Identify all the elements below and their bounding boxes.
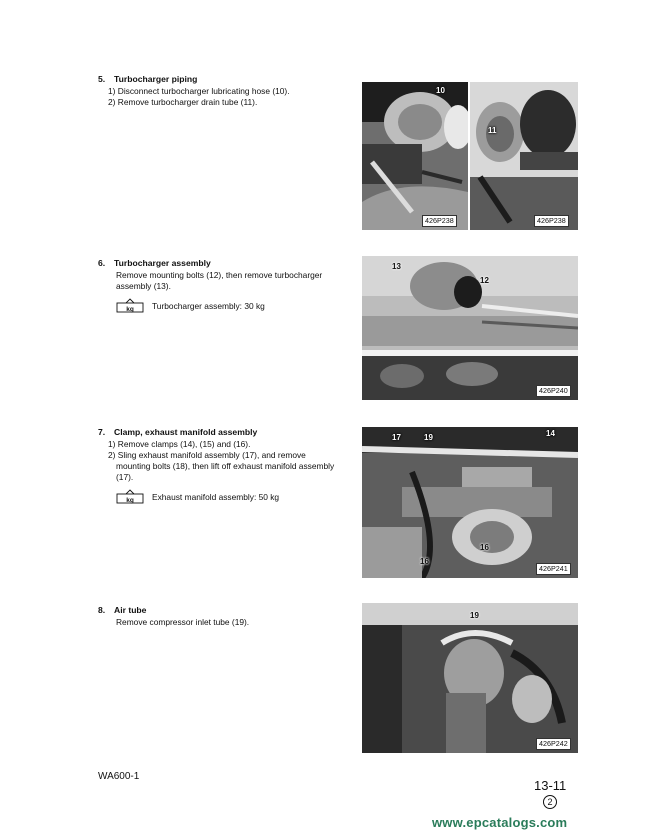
photo-exhaust-manifold	[362, 427, 578, 578]
callout-number: 16	[480, 543, 489, 552]
callout-number: 11	[488, 126, 497, 135]
callout-number: 10	[436, 86, 445, 95]
step-text: 2) Remove turbocharger drain tube (11).	[108, 97, 258, 107]
weight-kg-icon	[116, 298, 144, 313]
section-air-tube	[98, 605, 338, 628]
section-number: 5.	[98, 74, 106, 84]
weight-note	[116, 489, 338, 504]
callout-number: 13	[392, 262, 401, 271]
section-title-text: Clamp, exhaust manifold assembly	[114, 427, 258, 437]
weight-note	[116, 298, 338, 313]
section-exhaust-manifold	[98, 427, 338, 504]
revision-mark: 2	[543, 795, 557, 809]
callout-number: 16	[420, 557, 429, 566]
weight-text: Turbocharger assembly: 30 kg	[152, 301, 265, 311]
photo-image	[362, 256, 578, 400]
photo-turbocharger-piping-right	[470, 82, 578, 230]
callout-number: 19	[424, 433, 433, 442]
section-number: 8.	[98, 605, 106, 615]
kg-icon-label: kg	[126, 497, 134, 504]
section-title-text: Turbocharger assembly	[114, 258, 211, 268]
photo-turbocharger-assembly	[362, 256, 578, 400]
section-number: 6.	[98, 258, 106, 268]
section-title-text: Turbocharger piping	[114, 74, 198, 84]
section-title	[98, 258, 338, 269]
photo-image	[362, 603, 578, 753]
section-title	[98, 74, 338, 85]
callout-number: 19	[470, 611, 479, 620]
kg-icon-label: kg	[126, 306, 134, 313]
photo-id-label: 426P241	[536, 563, 571, 575]
photo-id-label: 426P238	[422, 215, 457, 227]
weight-kg-icon	[116, 489, 144, 504]
photo-air-tube	[362, 603, 578, 753]
callout-number: 17	[392, 433, 401, 442]
photo-turbocharger-piping-left	[362, 82, 468, 230]
body-text: Remove compressor inlet tube (19).	[116, 617, 250, 627]
step-text: 1) Remove clamps (14), (15) and (16).	[108, 439, 251, 449]
step-text: 2) Sling exhaust manifold assembly (17), and remove mounting bolts (18), then lift off exhaust manifold assembly (17).	[108, 450, 335, 482]
page-number: 13-11	[534, 778, 567, 793]
section-turbocharger-assembly	[98, 258, 338, 313]
weight-text: Exhaust manifold assembly: 50 kg	[152, 492, 280, 502]
photo-id-label: 426P242	[536, 738, 571, 750]
callout-number: 12	[480, 276, 489, 285]
section-number: 7.	[98, 427, 106, 437]
photo-image	[470, 82, 578, 230]
watermark-link[interactable]: www.epcatalogs.com	[432, 815, 568, 830]
photo-image	[362, 82, 468, 230]
body-text: Remove mounting bolts (12), then remove turbocharger assembly (13).	[116, 270, 323, 291]
section-title	[98, 427, 338, 438]
photo-id-label: 426P238	[534, 215, 569, 227]
footer-model: WA600-1	[98, 771, 140, 782]
step-text: 1) Disconnect turbocharger lubricating hose (10).	[108, 86, 290, 96]
callout-number: 14	[546, 429, 555, 438]
section-title-text: Air tube	[114, 605, 147, 615]
section-turbocharger-piping	[98, 74, 338, 108]
photo-id-label: 426P240	[536, 385, 571, 397]
section-title	[98, 605, 338, 616]
photo-image	[362, 427, 578, 578]
